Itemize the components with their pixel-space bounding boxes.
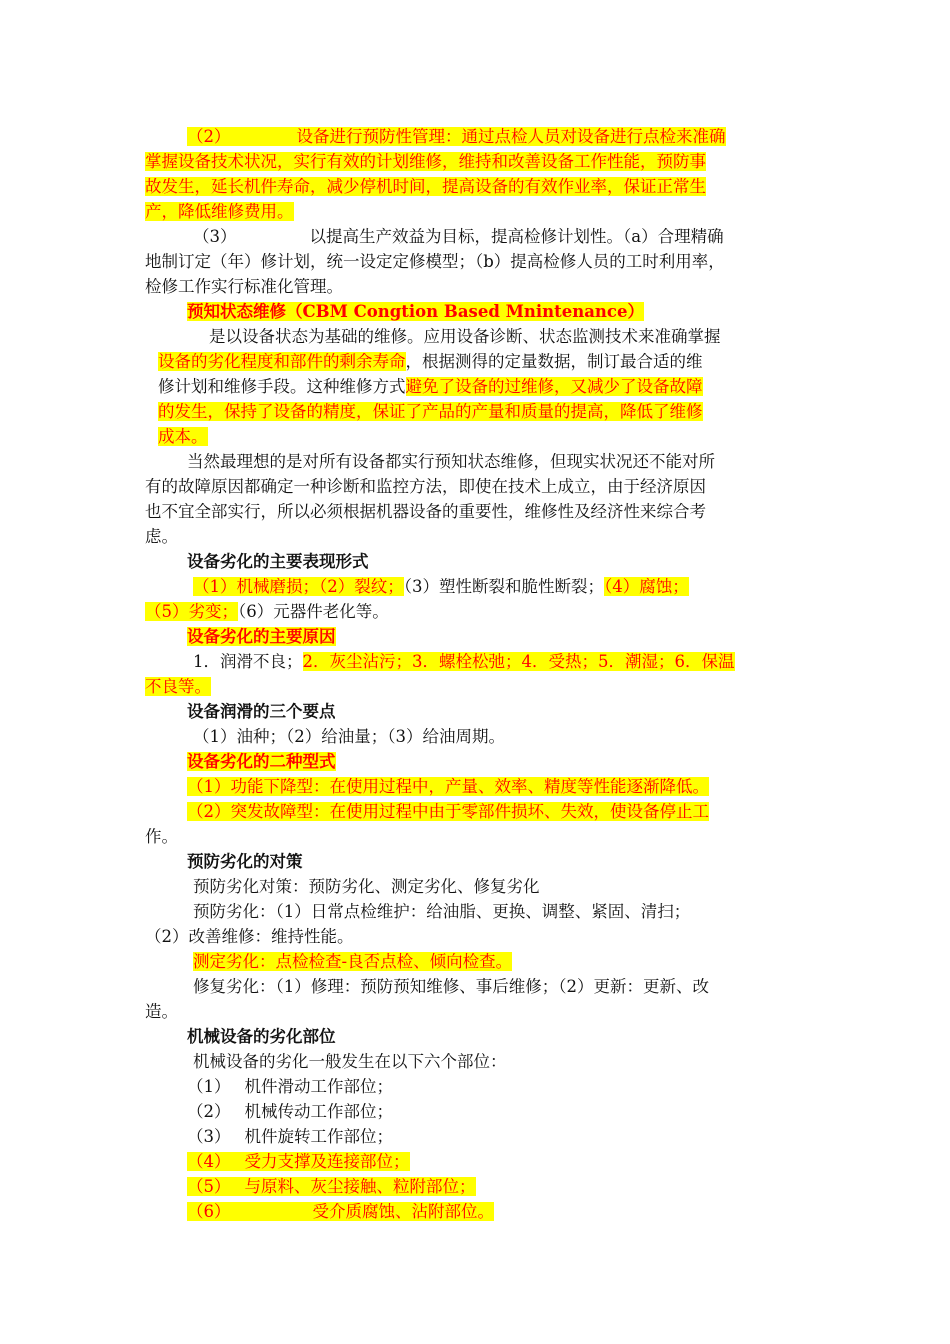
- list-item: [145, 1124, 810, 1149]
- section-heading: 设备劣化的二种型式: [187, 752, 336, 771]
- paragraph-preventive-management: [145, 124, 810, 224]
- paragraph-line: 检修工作实行标准化管理。: [145, 277, 343, 296]
- section-heading: 设备润滑的三个要点: [187, 702, 336, 721]
- section-degradation-parts: [145, 1024, 810, 1224]
- item-number: （2）: [187, 127, 231, 146]
- item-text: 与原料、灰尘接触、粒附部位；: [244, 1177, 476, 1196]
- item-number: （6）: [187, 1202, 231, 1221]
- section-lubrication: [145, 699, 810, 749]
- highlighted-text: （1）机械磨损；（2）裂纹；: [193, 577, 404, 596]
- paragraph-ideal: [145, 449, 810, 549]
- paragraph-text: ，根据测得的定量数据，制订最合适的维: [405, 352, 703, 371]
- paragraph-line: 也不宜全部实行，所以必须根据机器设备的重要性，维修性及经济性来综合考: [145, 502, 706, 521]
- list-item: [145, 1174, 810, 1199]
- section-heading: 预知状态维修（CBM Congtion Based Mnintenance）: [187, 302, 644, 321]
- item-number: （3）: [187, 1127, 231, 1146]
- section-degradation-forms: [145, 549, 810, 624]
- highlighted-text: 避免了设备的过维修，又减少了设备故障: [405, 377, 703, 396]
- section-degradation-types: [145, 749, 810, 849]
- list-item: [145, 1199, 810, 1224]
- section-heading: 设备劣化的主要原因: [187, 627, 336, 646]
- paragraph-line: 机械设备的劣化一般发生在以下六个部位：: [193, 1052, 507, 1071]
- paragraph-line: （1）油种；（2）给油量；（3）给油周期。: [193, 727, 505, 746]
- section-heading: 机械设备的劣化部位: [187, 1027, 336, 1046]
- item-number: （1）: [187, 1077, 231, 1096]
- list-item: [145, 1149, 810, 1174]
- item-text: 机件旋转工作部位；: [244, 1127, 393, 1146]
- paragraph-text: （3）塑性断裂和脆性断裂；: [403, 577, 604, 596]
- highlighted-text: 的发生，保持了设备的精度，保证了产品的产量和质量的提高，降低了维修: [158, 402, 703, 421]
- section-heading: 设备劣化的主要表现形式: [187, 552, 369, 571]
- paragraph-line: 有的故障原因都确定一种诊断和监控方法，即使在技术上成立，由于经济原因: [145, 477, 706, 496]
- paragraph-line: 故发生，延长机件寿命，减少停机时间，提高设备的有效作业率，保证正常生: [145, 177, 706, 196]
- paragraph-text: （6）元器件老化等。: [238, 602, 389, 621]
- list-item: [145, 1074, 810, 1099]
- section-prevention-measures: [145, 849, 810, 1024]
- paragraph-line: 掌握设备技术状况，实行有效的计划维修，维持和改善设备工作性能，预防事: [145, 152, 706, 171]
- highlighted-text: （5）劣变；: [145, 602, 238, 621]
- item-number: （2）: [187, 1102, 231, 1121]
- section-heading: 预防劣化的对策: [187, 852, 303, 871]
- paragraph-line: 虑。: [145, 527, 178, 546]
- paragraph-line: 修复劣化：（1）修理：预防预知维修、事后维修；（2）更新：更新、改: [193, 977, 709, 996]
- highlighted-text: 成本。: [158, 427, 208, 446]
- paragraph-line: 预防劣化：（1）日常点检维护：给油脂、更换、调整、紧固、清扫；: [193, 902, 691, 921]
- paragraph-text: 修计划和维修手段。这种维修方式: [158, 377, 406, 396]
- highlighted-text: （1）功能下降型：在使用过程中，产量、效率、精度等性能逐渐降低。: [187, 777, 709, 796]
- list-item: [145, 1099, 810, 1124]
- item-text: 机件滑动工作部位；: [244, 1077, 393, 1096]
- paragraph-line: 地制订定（年）修计划，统一设定定修模型；（b）提高检修人员的工时利用率，: [145, 252, 725, 271]
- item-text: 机械传动工作部位；: [244, 1102, 393, 1121]
- item-text: 受介质腐蚀、沾附部位。: [312, 1202, 494, 1221]
- paragraph-line: 造。: [145, 1002, 178, 1021]
- paragraph-line: 预防劣化对策：预防劣化、测定劣化、修复劣化: [193, 877, 540, 896]
- section-cbm: [145, 299, 810, 449]
- paragraph-improve-planning: [145, 224, 810, 299]
- paragraph-line: 作。: [145, 827, 178, 846]
- item-number: （3）: [193, 227, 237, 246]
- parts-list: [145, 1074, 810, 1224]
- highlighted-text: 不良等。: [145, 677, 211, 696]
- paragraph-line: 是以设备状态为基础的维修。应用设备诊断、状态监测技术来准确掌握: [209, 327, 721, 346]
- highlighted-text: （2）突发故障型：在使用过程中由于零部件损坏、失效，使设备停止工: [187, 802, 709, 821]
- paragraph-text: 1．润滑不良；: [193, 652, 303, 671]
- item-number: （4）: [187, 1152, 231, 1171]
- paragraph-line: （2）改善维修：维持性能。: [145, 927, 354, 946]
- paragraph-first-line: 设备进行预防性管理：通过点检人员对设备进行点检来准确: [296, 127, 726, 146]
- highlighted-text: 测定劣化：点检检查-良否点检、倾向检查。: [193, 952, 513, 971]
- highlighted-text: 2．灰尘沾污；3．螺栓松弛；4．受热；5．潮湿；6．保温: [302, 652, 735, 671]
- paragraph-line: 当然最理想的是对所有设备都实行预知状态维修，但现实状况还不能对所: [187, 452, 715, 471]
- section-degradation-causes: [145, 624, 810, 699]
- highlighted-text: （4）腐蚀；: [604, 577, 689, 596]
- paragraph-first-line: 以提高生产效益为目标，提高检修计划性。（a）合理精确: [309, 227, 724, 246]
- paragraph-line: 产，降低维修费用。: [145, 202, 294, 221]
- item-number: （5）: [187, 1177, 231, 1196]
- item-text: 受力支撑及连接部位；: [244, 1152, 410, 1171]
- highlighted-text: 设备的劣化程度和部件的剩余寿命: [158, 352, 406, 371]
